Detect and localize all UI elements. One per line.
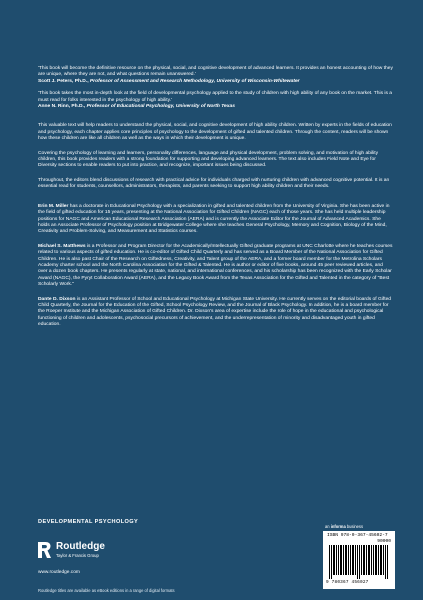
cover-text	[38, 66, 393, 337]
bio-text	[38, 244, 393, 289]
endorsement-attribution	[38, 104, 393, 110]
publisher-group: Taylor & Francis Group	[56, 553, 99, 558]
author-name: Michael S. Matthews	[38, 243, 86, 249]
author-bio-body: is an Assistant Professor of School and Educational Psychology at Michigan State University. He currently serves on the editorial boards of Gifted Child Quarterly, the Journal for the Education of the Gifted, School Psychology Review, and the Journal of Black Psychology. In addition, he is a board member for the Roeper Institute and the Michigan Association of Gifted Children. Dr. Dixson's area of expertise include the role of hope in the educational and psychological functioning of children and adolescents, psychosocial precursors of achievement, and the underrepresentation of minority and disadvantaged youth in gifted education.	[38, 296, 392, 328]
endorsement-1	[38, 66, 393, 85]
description-text: This valuable text will help readers to understand the physical, social, and cognitive development of high ability children. Written by experts in the fields of education and psychology, each chapter applies core principles of psychology to the development of gifted and talented children. Through the content, readers will be shown how these children are like all children as well as the ways in which their development is unique.	[38, 123, 392, 142]
endorser-affiliation: Professor of Assessment and Research Methodology, University of Wisconsin-Whitewater	[89, 78, 300, 84]
price-code: 90000	[377, 539, 391, 544]
isbn-label: ISBN 978-0-367-45602-7	[327, 533, 388, 538]
author-name: Dante D. Dixson	[38, 296, 76, 302]
author-bio	[38, 204, 393, 236]
endorser-name: Anne N. Rinn, Ph.D.,	[38, 104, 86, 110]
endorsement-attribution	[38, 79, 393, 85]
description-text: Throughout, the editors blend discussions of research with practical advice for individuals charged with nurturing children with advanced cognitive potential. It is an essential read for students, counsellors, administrators, therapists, and parents seeking to support high ability children and their needs.	[38, 177, 390, 190]
description-paragraph	[38, 178, 393, 191]
informa-brand: informa	[330, 524, 346, 529]
description-paragraph	[38, 123, 393, 142]
author-name: Erin M. Miller	[38, 203, 69, 209]
subject-category: DEVELOPMENTAL PSYCHOLOGY	[38, 519, 139, 525]
publisher-name: Routledge	[56, 541, 105, 552]
bio-text	[38, 297, 393, 329]
endorser-name: Scott J. Peters, Ph.D.,	[38, 78, 89, 84]
endorsement-text: 'This book takes the most in-depth look at the field of developmental psychology applied to the study of children with high ability of any book on the market. This is a must read for folks interested in the psychology of high ability.'	[38, 91, 392, 103]
barcode-icon	[329, 545, 389, 579]
routledge-logo-icon	[36, 540, 52, 560]
bio-text	[38, 204, 393, 236]
barcode-number: 9 780367 456027	[326, 580, 369, 585]
author-bio	[38, 244, 393, 289]
description-paragraph	[38, 151, 393, 170]
ebook-note: Routledge titles are available as eBook editions in a range of digital formats	[38, 588, 175, 593]
informa-prefix: an	[325, 524, 330, 529]
informa-suffix: business	[346, 524, 364, 529]
author-bio-body: has a doctorate in Educational Psychology with a specialization in gifted and talented children from the University of Virginia. She has been active in the field of gifted education for 15 years, presenting at the National Association for Gifted Children (NAGC) each of those years. She has held multiple leadership positions for NAGC and American Educational Research Association (AERA) and is currently the Associate Editor for the Journal of Advanced Academics. She holds an Associate Professor of Psychology position at Bridgewater College where she teaches General Psychology, Memory and Cognition, Biology of the Mind, Creativity and Problem-Solving, and Measurement and Statistics courses.	[38, 203, 390, 235]
description-text: Covering the psychology of learning and learners, personality differences, language and physical development, problem solving, and motivation of high ability children, this book provides readers with a strong foundation for supporting and developing advanced learners. The text also includes Field Note and Eye for Diversity sections to enable readers to put into practice, and recognize, important issues being discussed.	[38, 150, 379, 169]
endorser-affiliation: Professor of Educational Psychology, University of North Texas	[86, 104, 235, 110]
author-bio	[38, 297, 393, 329]
barcode-panel	[323, 531, 395, 589]
informa-tagline	[325, 524, 363, 529]
publisher-website[interactable]: www.routledge.com	[38, 570, 80, 575]
endorsement-2	[38, 91, 393, 110]
author-bio-body: is a Professor and Program Director for the Academically/Intellectually Gifted graduate programs at UNC Charlotte where he teaches courses related to various aspects of gifted education. He is co-editor of Gifted Child Quarterly and has served as a Board Member of the National Association for Gifted Children. He is also past Chair of the Research on Giftedness, Creativity, and Talent group of the AERA, and a former board member for the Metrolina Scholars Academy charter school and the North Carolina Association for the Gifted & Talented. He is author or editor of five books, around 45 peer reviewed articles, and over a dozen book chapters. He presents regularly at state, national, and international conferences, and his scholarship has been recognized with the Early Scholar Award (NAGC), the Pyryt Collaboration Award (AERA), and the Legacy Book Award from the Texas Association for the Gifted and Talented in the category of "Best Scholarly Work."	[38, 243, 393, 288]
endorsement-text: 'This book will become the definitive resource on the physical, social, and cognitive development of advanced learners. It provides an honest accounting of how they are unique, where they are not, and what questions remain unanswered.'	[38, 66, 393, 78]
publisher-logo	[36, 540, 106, 566]
